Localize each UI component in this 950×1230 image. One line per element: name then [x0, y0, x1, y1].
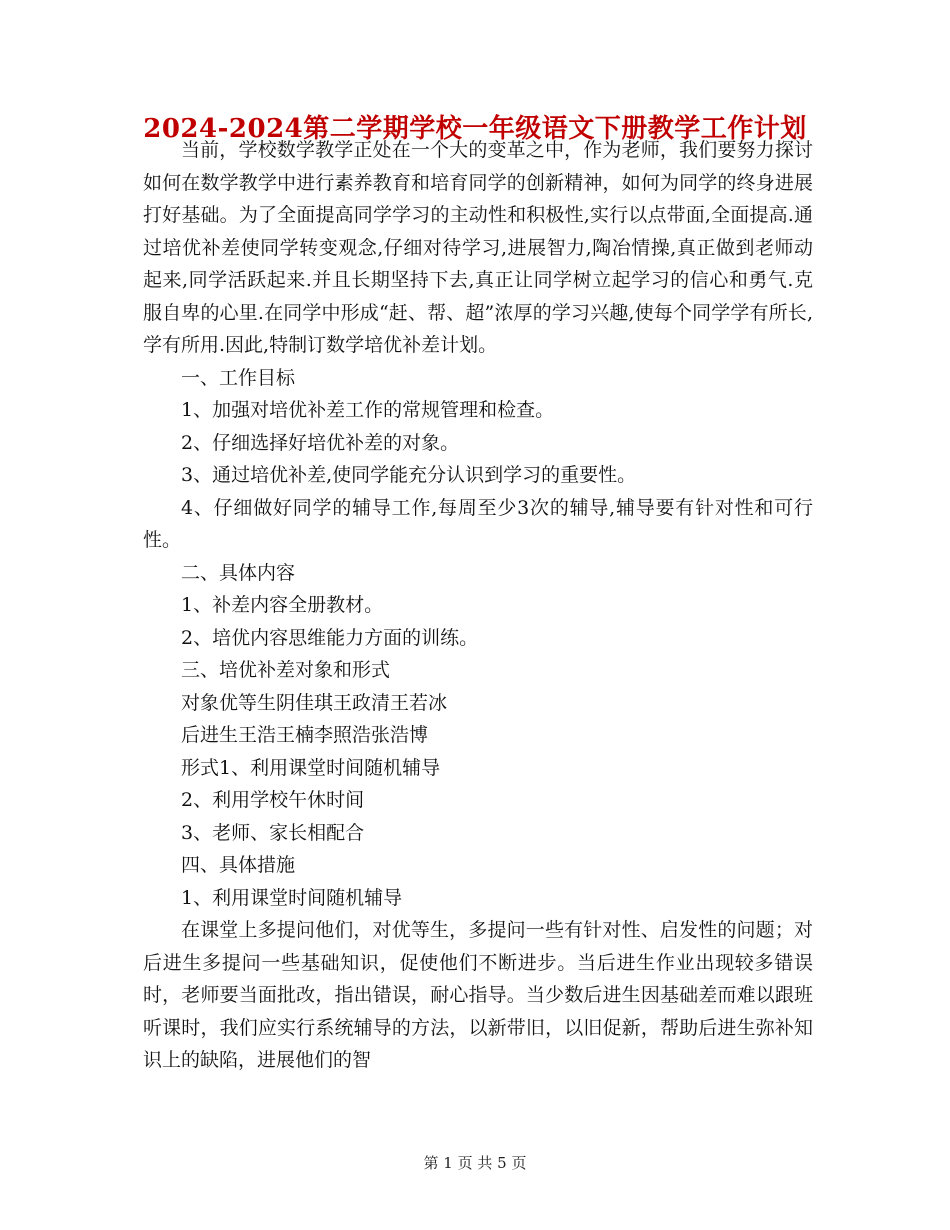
list-item: 后进生王浩王楠李照浩张浩博 — [181, 724, 429, 746]
list-item: 1、加强对培优补差工作的常规管理和检查。 — [181, 399, 555, 421]
list-item: 对象优等生阴佳琪王政清王若冰 — [181, 691, 448, 714]
section-heading: 一、工作目标 — [181, 366, 296, 389]
body-paragraph: 在课堂上多提问他们，对优等生，多提问一些有针对性、启发性的问题；对后进生多提问一些基础知识，促使他们不断进步。当后进生作业出现较多错误时，老师要当面批改，指出错误，耐心指导。当少数后进生因基础差而难以跟班听课时，我们应实行系统辅导的方法，以新带旧，以旧促新，帮助后进生弥补知识上的缺陷，进展他们的智 — [143, 919, 813, 1071]
list-item: 4、仔细做好同学的辅导工作,每周至少3次的辅导,辅导要有针对性和可行性。 — [143, 496, 813, 551]
list-item: 3、老师、家长相配合 — [181, 821, 365, 844]
list-item: 2、培优内容思维能力方面的训练。 — [181, 626, 479, 649]
list-item: 1、利用课堂时间随机辅导 — [181, 886, 403, 909]
page-footer: 第 1 页 共 5 页 — [423, 1154, 527, 1172]
section-heading: 三、培优补差对象和形式 — [181, 659, 391, 681]
document-title: 2024-2024第二学期学校一年级语文下册教学工作计划 — [143, 114, 807, 144]
list-item: 2、利用学校午休时间 — [181, 789, 365, 811]
list-item: 形式1、利用课堂时间随机辅导 — [181, 756, 441, 779]
section-heading: 四、具体措施 — [181, 854, 296, 876]
list-item: 2、仔细选择好培优补差的对象。 — [181, 431, 460, 454]
intro-paragraph: 当前，学校数学教学正处在一个大的变革之中，作为老师，我们要努力探讨如何在数学教学中进行素养教育和培育同学的创新精神，如何为同学的终身进展打好基础。为了全面提高同学学习的主动性和积极性,实行以点带面,全面提高.通过培优补差使同学转变观念,仔细对待学习,进展智力,陶冶情操,真正做到老师动起来,同学活跃起来.并且长期坚持下去,真正让同学树立起学习的信心和勇气.克服自卑的心里.在同学中形成“赶、帮、超”浓厚的学习兴趣,使每个同学学有所长,学有所用.因此,特制订数学培优补差计划。 — [143, 139, 813, 356]
section-heading: 二、具体内容 — [181, 561, 296, 584]
list-item: 3、通过培优补差,使同学能充分认识到学习的重要性。 — [181, 464, 637, 486]
document-body — [143, 134, 813, 1077]
list-item: 1、补差内容全册教材。 — [181, 594, 384, 616]
